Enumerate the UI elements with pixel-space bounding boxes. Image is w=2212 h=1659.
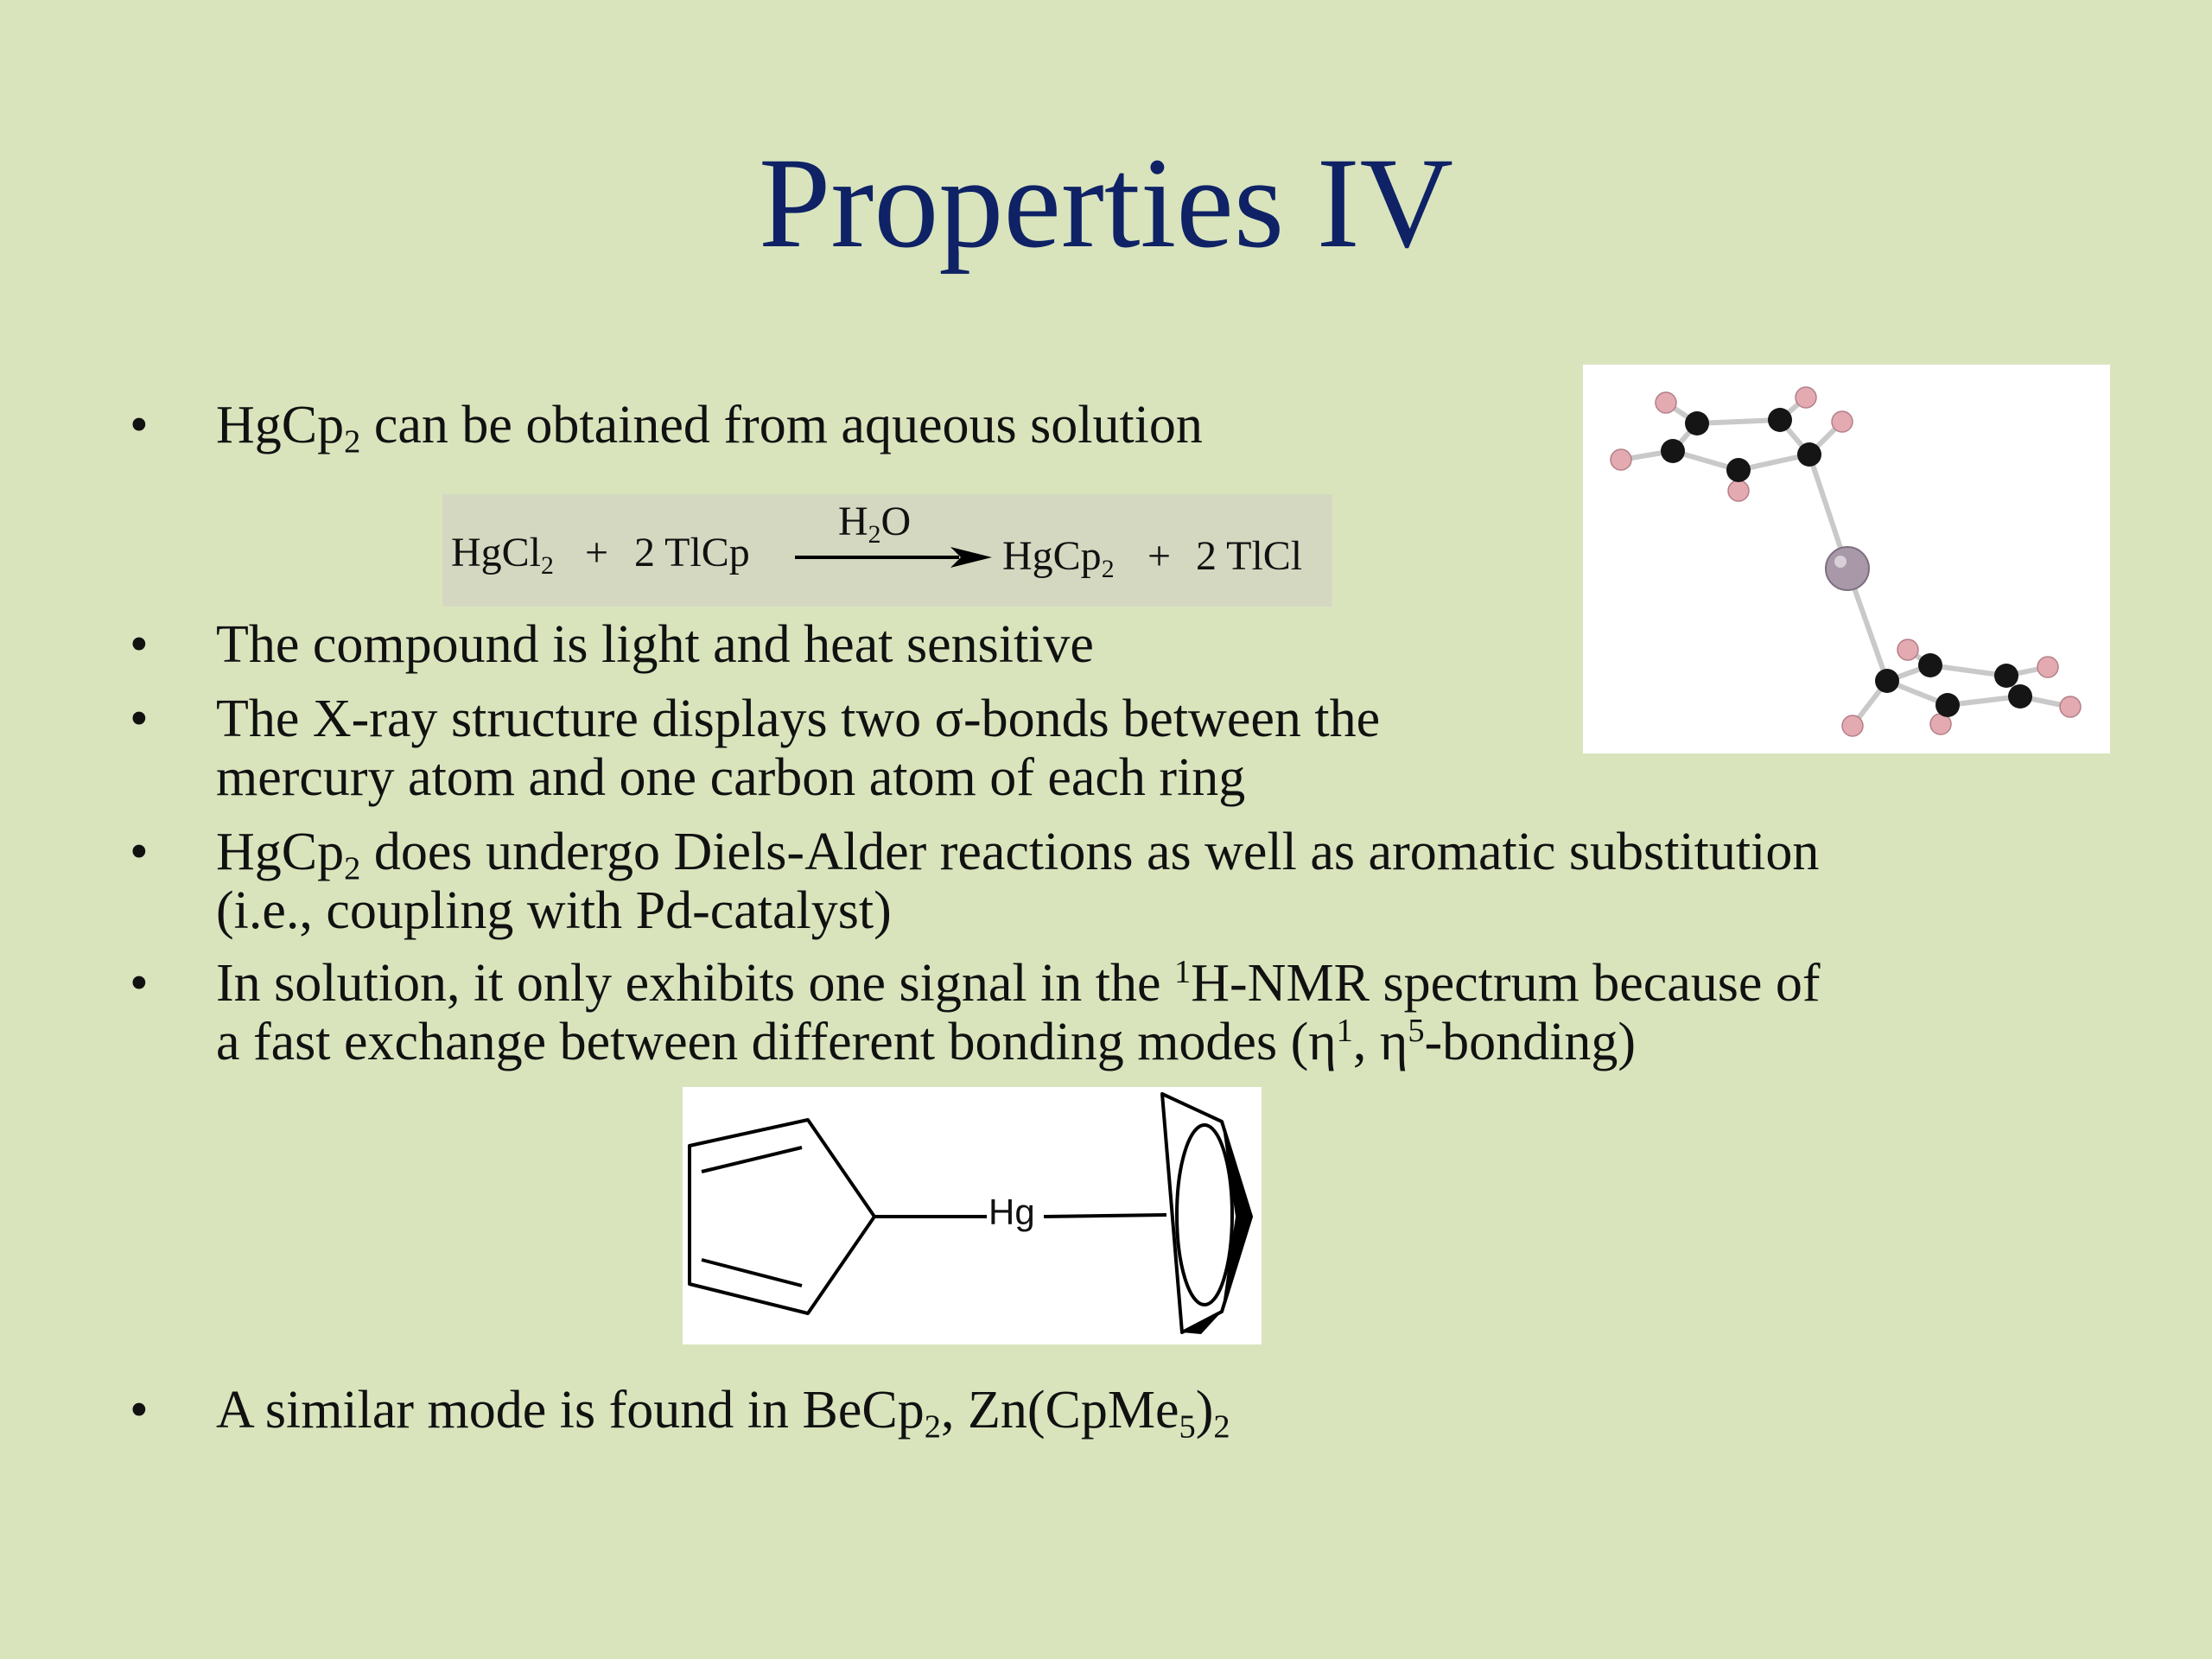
- bullet-marker: •: [130, 396, 149, 454]
- bullet-3-text: The X-ray structure displays two σ-bonds between the mercury atom and one carbon atom of each ring: [216, 690, 1381, 807]
- bullet-marker: •: [130, 1381, 149, 1440]
- hgcp2-xray-structure-image: [1583, 365, 2110, 753]
- mercury-atom-label: Hg: [988, 1192, 1035, 1232]
- reaction-equation: [442, 494, 1332, 607]
- hgcp2-bonding-structure: [683, 1087, 1262, 1344]
- reactant-2: 2 TlCp: [634, 530, 750, 575]
- bullet-marker: •: [130, 823, 149, 881]
- bullet-6-text: A similar mode is found in BeCp$_2$, $Zn(CpMe_5)_2$: [216, 1381, 1230, 1446]
- cyclopentadienyl-structure-icon: [683, 1087, 1262, 1344]
- bullet-1-text: HgCp$_2$ can be obtained from aqueous solution: [216, 396, 1203, 461]
- slide-title: Properties IV: [759, 131, 1453, 275]
- plus-sign-1: +: [585, 530, 609, 575]
- bullet-5-text: In solution, it only exhibits one signal in the $^1$H-NMR spectrum because of a fast exchange between different bonding modes ($\eta^1$, $\eta^5-bonding$): [216, 953, 1821, 1071]
- reaction-arrow-icon: [795, 544, 994, 570]
- bullet-4-text: HgCp$_2$ does undergo Diels-Alder reactions as well as aromatic substitution (i.e., coupling with Pd-catalyst): [216, 823, 1820, 940]
- reactant-1: HgCl$_2$: [451, 530, 554, 580]
- product-1: HgCp$_2$: [1002, 533, 1115, 583]
- plus-sign-2: +: [1147, 533, 1172, 579]
- bullet-marker: •: [130, 690, 149, 748]
- bullet-2-text: The compound is light and heat sensitive: [216, 615, 1094, 674]
- bullet-marker: •: [130, 954, 149, 1013]
- product-2: 2 TlCl: [1196, 533, 1303, 579]
- reaction-condition: $H_2O$: [838, 499, 912, 549]
- bullet-marker: •: [130, 615, 149, 674]
- molecule-model-icon: [1583, 365, 2110, 753]
